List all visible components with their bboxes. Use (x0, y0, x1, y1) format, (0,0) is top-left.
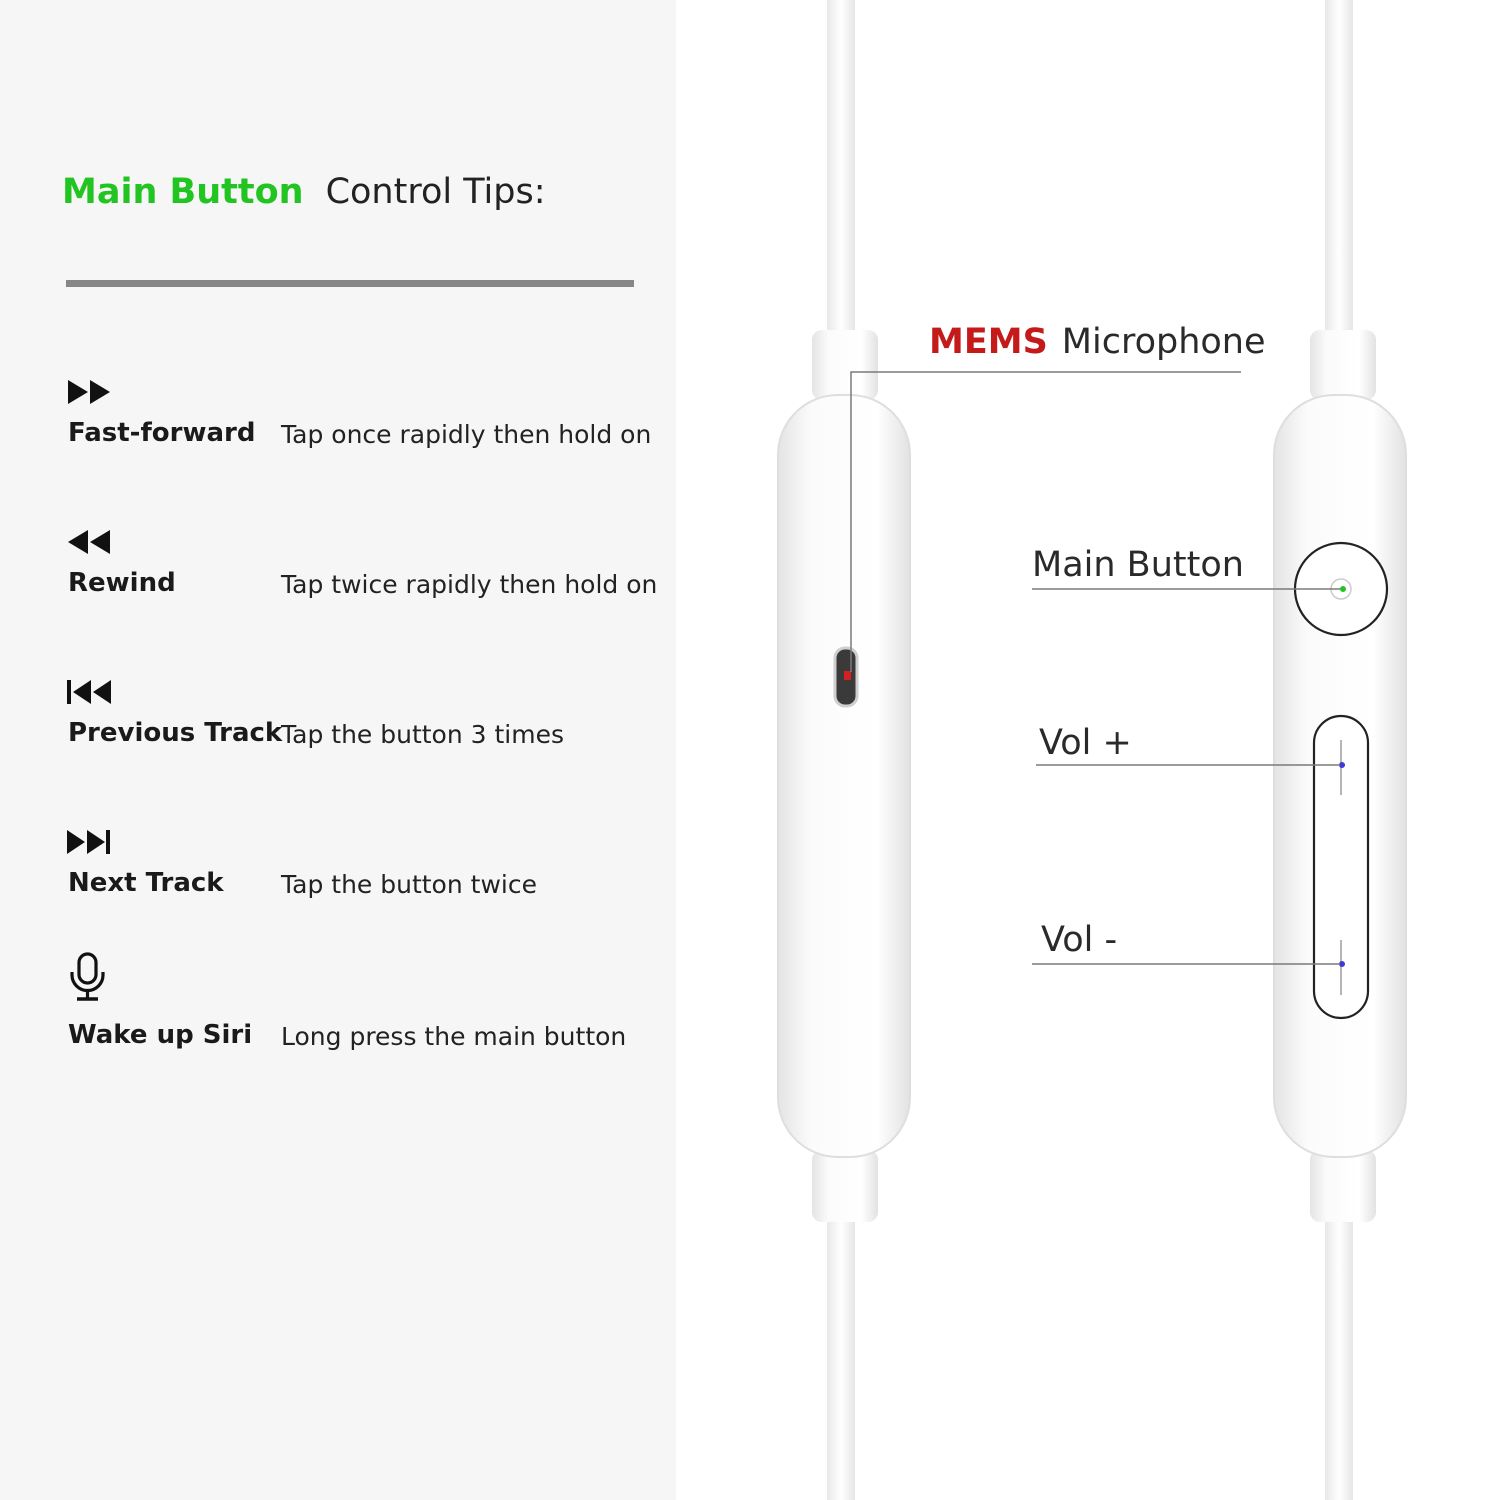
vol-down-label: Vol - (1041, 920, 1118, 960)
tip-description: Tap the button 3 times (281, 720, 565, 749)
vol-up-label: Vol + (1039, 723, 1132, 763)
tip-name: Wake up Siri (68, 1020, 253, 1050)
mems-microphone-label (929, 322, 1266, 362)
previous-track-icon (66, 674, 116, 710)
heading-accent: Main Button (62, 172, 304, 212)
next-track-icon (66, 824, 116, 860)
control-tips-panel (0, 0, 676, 1500)
panel-heading (62, 172, 546, 212)
remote-front-view (1274, 0, 1406, 1500)
tip-next-track (66, 824, 666, 934)
heading-rest: Control Tips: (325, 172, 546, 212)
tip-name: Fast-forward (68, 418, 256, 448)
tip-previous-track (66, 674, 666, 784)
product-diagram (676, 0, 1500, 1500)
main-button-dot (1340, 586, 1346, 592)
tip-wake-siri (66, 952, 666, 1062)
tip-name: Rewind (68, 568, 176, 598)
tip-rewind (66, 524, 666, 634)
heading-divider (66, 280, 634, 287)
tip-name: Previous Track (68, 718, 283, 748)
microphone-icon (66, 952, 110, 1004)
main-button-label: Main Button (1032, 545, 1244, 585)
tip-fast-forward (66, 374, 666, 484)
rewind-icon (66, 524, 116, 560)
tip-description: Long press the main button (281, 1022, 627, 1051)
remote-side-view (778, 0, 910, 1500)
mems-label: MEMS (929, 322, 1048, 362)
tip-description: Tap the button twice (281, 870, 537, 899)
mic-hole (844, 671, 851, 680)
tip-name: Next Track (68, 868, 224, 898)
tip-description: Tap twice rapidly then hold on (281, 570, 658, 599)
microphone-label: Microphone (1061, 322, 1266, 362)
tip-description: Tap once rapidly then hold on (281, 420, 652, 449)
fast-forward-icon (66, 374, 116, 410)
leader-lines (851, 372, 1340, 964)
